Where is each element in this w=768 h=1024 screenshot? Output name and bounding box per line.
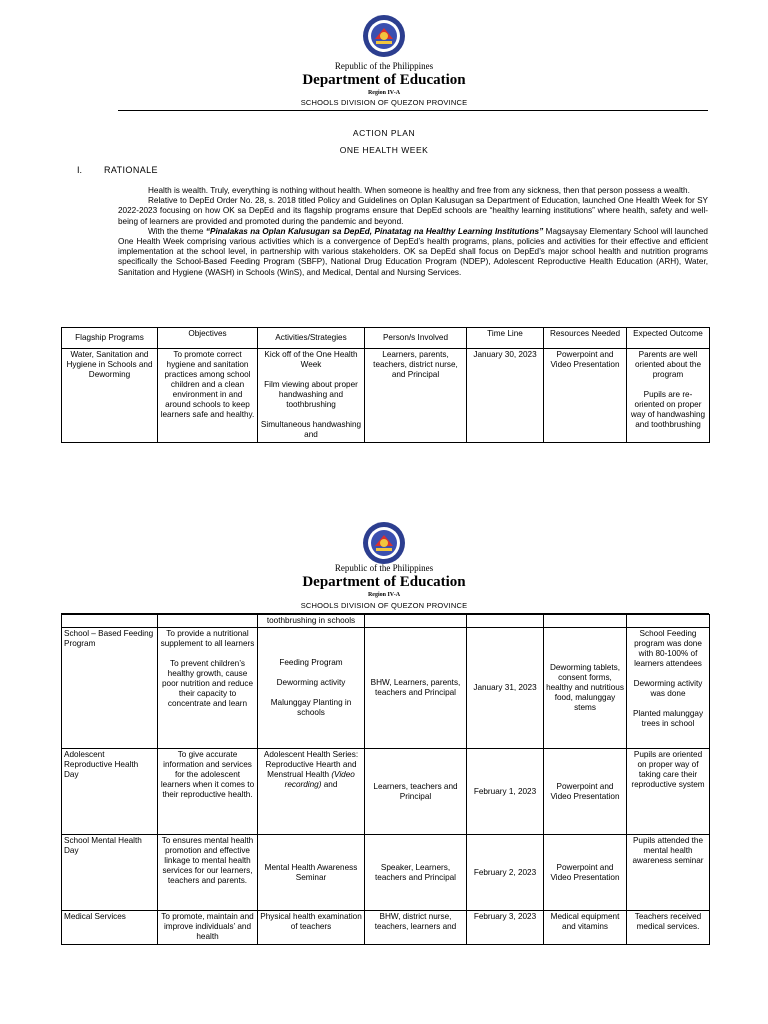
activity-item: Simultaneous handwashing and (260, 420, 362, 439)
table-row (62, 349, 710, 443)
table-row (62, 749, 710, 835)
outcome-cell: Teachers received medical services. (627, 911, 710, 945)
persons-cell: Learners, parents, teachers, district nurse, and Principal (365, 349, 467, 443)
rationale-paragraph-3 (118, 227, 708, 278)
objective-cell (158, 615, 258, 628)
table-header-row (62, 328, 710, 349)
objective-cell: To promote, maintain and improve individuals’ and health (158, 911, 258, 945)
header-persons: Person/s Involved (365, 328, 467, 349)
objective-cell (158, 628, 258, 749)
timeline-cell: January 31, 2023 (467, 628, 544, 749)
outcome-item: Pupils are re-oriented on proper way of handwashing and toothbrushing (630, 390, 706, 429)
program-cell: School – Based Feeding Program (62, 628, 158, 749)
division-label: SCHOOLS DIVISION OF QUEZON PROVINCE (300, 601, 468, 610)
outcome-cell: Pupils are oriented on proper way of taking care their reproductive system (627, 749, 710, 835)
activity-item: Film viewing about proper handwashing and toothbrushing (264, 380, 358, 409)
region-label: Region IV-A (367, 90, 401, 96)
program-cell: Medical Services (62, 911, 158, 945)
persons-cell (365, 615, 467, 628)
section-heading: RATIONALE (104, 165, 158, 175)
outcome-cell (627, 349, 710, 443)
persons-cell: Speaker, Learners, teachers and Principal (365, 835, 467, 911)
objective-cell: To promote correct hygiene and sanitation practices among school children and a clean environment in and around schools to keep learners safe and healthy. (158, 349, 258, 443)
outcome-item: School Feeding program was done with 80-100% of learners attendees (634, 629, 702, 668)
action-plan-table-part-2 (61, 614, 710, 945)
theme-text: “Pinalakas na Oplan Kalusugan sa DepEd, Pinatatag na Healthy Learning Institutions” (205, 226, 544, 236)
program-cell: Adolescent Reproductive Health Day (62, 749, 158, 835)
republic-label: Republic of the Philippines (334, 563, 434, 573)
objective-item: To provide a nutritional supplement to all learners (160, 629, 255, 648)
objective-cell: To ensures mental health promotion and effective linkage to mental health services for our learners, teachers and parents. (158, 835, 258, 911)
doc-subtitle: ONE HEALTH WEEK (339, 145, 429, 155)
header-flagship-programs: Flagship Programs (62, 328, 158, 349)
paragraph-3-body: Magsaysay Elementary School will launched One Health Week comprising various activities which is a convergence of DepEd’s health programs, plans, policies and activities for their effective and efficient implementation at the school level, in partnership with various stakeholders. OK sa DepEd shall focus on DepEd’s major school health and nutrition programs specifically the School-Based Feeding Program (SBFP), National Drug Education Program (NDEP), Adolescent Reproductive Health Education (ARH), Water, Sanitation and Hygiene (WASH) in Schools (WinS), and Medical, Dental and Nursing Services. (118, 226, 708, 277)
header-outcome: Expected Outcome (627, 328, 710, 349)
header-activities: Activities/Strategies (258, 328, 365, 349)
objective-item: To prevent children’s healthy growth, cause poor nutrition and reduce their capacity to concentrate and learn (161, 659, 254, 708)
outcome-item: Parents are well oriented about the program (634, 350, 701, 379)
rationale-paragraph-2: Relative to DepEd Order No. 28, s. 2018 titled Policy and Guidelines on Oplan Kalusugan sa Department of Education, launched One Health Week for SY 2022-2023 focusing on how OK sa DepEd and its flagship programs ensure that DepEd schools are “healthy learning institutions” where health, safety and well-being of learners are provided and promoted during the pandemic and beyond. (118, 196, 708, 226)
paragraph-3-lead: With the theme (148, 226, 206, 236)
table-row (62, 615, 710, 628)
resources-cell: Powerpoint and Video Presentation (544, 349, 627, 443)
timeline-cell: February 3, 2023 (467, 911, 544, 945)
timeline-cell: February 2, 2023 (467, 835, 544, 911)
persons-cell: Learners, teachers and Principal (365, 749, 467, 835)
activity-item: and (321, 780, 338, 789)
rationale-body (118, 186, 708, 278)
header-rule (118, 110, 708, 111)
outcome-cell: Pupils attended the mental health awareness seminar (627, 835, 710, 911)
deped-seal-icon (362, 521, 406, 565)
objective-cell: To give accurate information and services for the adolescent learners when it comes to their reproductive health. (158, 749, 258, 835)
section-number: I. (77, 165, 83, 175)
activity-item: Deworming activity (276, 678, 346, 687)
department-title: Department of Education (302, 72, 466, 88)
activities-cell (258, 628, 365, 749)
activities-cell (258, 349, 365, 443)
resources-cell: Medical equipment and vitamins (544, 911, 627, 945)
page-1 (0, 0, 768, 470)
table-row (62, 835, 710, 911)
activity-item: Kick off of the One Health Week (264, 350, 358, 369)
table-row (62, 628, 710, 749)
timeline-cell: January 30, 2023 (467, 349, 544, 443)
outcome-item: Planted malunggay trees in school (632, 709, 704, 728)
header-objectives: Objectives (158, 328, 258, 349)
timeline-cell: February 1, 2023 (467, 749, 544, 835)
resources-cell: Powerpoint and Video Presentation (544, 749, 627, 835)
division-label: SCHOOLS DIVISION OF QUEZON PROVINCE (300, 98, 468, 107)
rationale-paragraph-1: Health is wealth. Truly, everything is nothing without health. When someone is healthy and free from any sickness, then that person possess a wealth. (148, 186, 690, 195)
outcome-cell (627, 628, 710, 749)
doc-title: ACTION PLAN (352, 128, 416, 138)
program-cell: School Mental Health Day (62, 835, 158, 911)
header-resources: Resources Needed (544, 328, 627, 349)
activities-cell (258, 749, 365, 835)
activities-cell: Mental Health Awareness Seminar (258, 835, 365, 911)
resources-cell: Powerpoint and Video Presentation (544, 835, 627, 911)
activities-cell: Physical health examination of teachers (258, 911, 365, 945)
program-cell: Water, Sanitation and Hygiene in Schools and Deworming (62, 349, 158, 443)
activity-item: Adolescent Health Series: Reproductive Hearth and Menstrual Health (263, 750, 359, 779)
header-timeline: Time Line (467, 328, 544, 349)
outcome-item: Deworming activity was done (633, 679, 703, 698)
program-cell (62, 615, 158, 628)
timeline-cell (467, 615, 544, 628)
persons-cell: BHW, district nurse, teachers, learners and (365, 911, 467, 945)
page-2 (0, 505, 768, 1024)
activities-cell: toothbrushing in schools (258, 615, 365, 628)
deped-seal-icon (362, 14, 406, 58)
region-label: Region IV-A (367, 592, 401, 598)
action-plan-table-part-1 (61, 327, 710, 443)
table-row (62, 911, 710, 945)
activity-item: Malunggay Planting in schools (270, 698, 352, 717)
resources-cell: Deworming tablets, consent forms, healthy and nutritious food, malunggay stems (544, 628, 627, 749)
department-title: Department of Education (302, 574, 466, 590)
resources-cell (544, 615, 627, 628)
persons-cell: BHW, Learners, parents, teachers and Principal (365, 628, 467, 749)
outcome-cell (627, 615, 710, 628)
republic-label: Republic of the Philippines (334, 61, 434, 71)
activity-item: Feeding Program (279, 658, 343, 667)
activity-note: (Video recording) (284, 770, 355, 789)
